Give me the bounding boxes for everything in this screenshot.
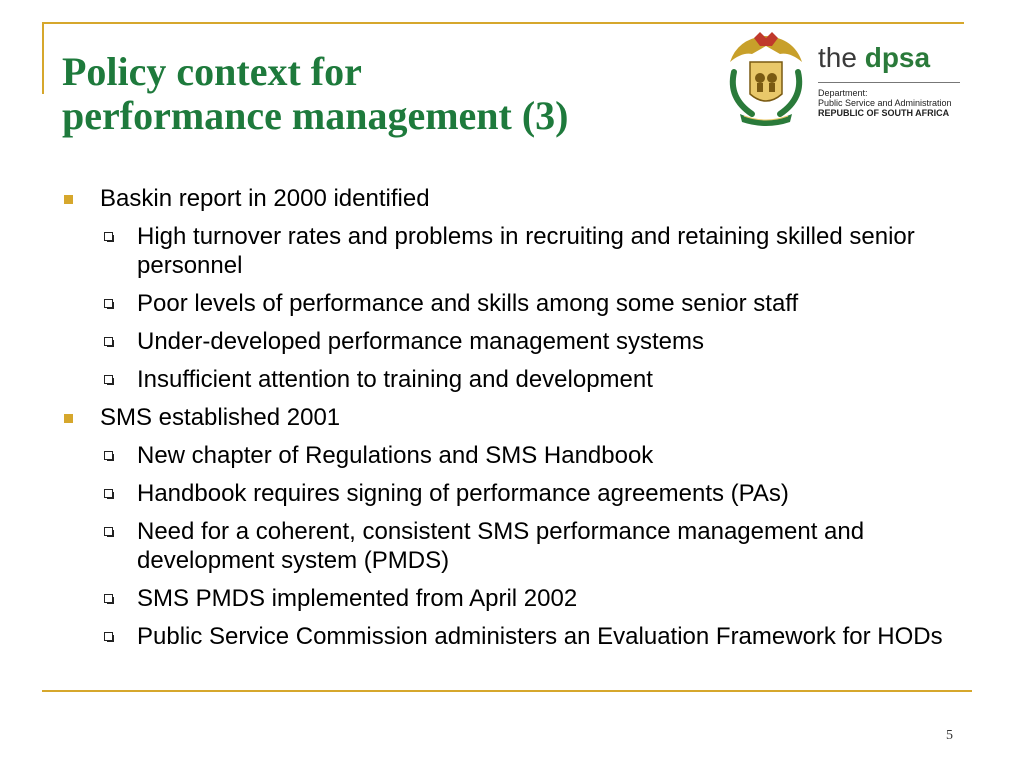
bullet-level2: Need for a coherent, consistent SMS performance management and development system (PMDS) xyxy=(60,517,960,575)
bullet-level2: Handbook requires signing of performance agreements (PAs) xyxy=(60,479,960,508)
title-line-1: Policy context for xyxy=(62,49,362,94)
bullet-level2: Poor levels of performance and skills among some senior staff xyxy=(60,289,960,318)
dept-line-2: Public Service and Administration xyxy=(818,98,952,108)
brand-the: the xyxy=(818,42,857,73)
hollow-square-bullet-icon xyxy=(104,594,113,603)
bullet-level2: High turnover rates and problems in recruiting and retaining skilled senior personnel xyxy=(60,222,960,280)
brand-divider xyxy=(818,82,960,83)
slide-title xyxy=(62,50,702,138)
slide-content xyxy=(60,184,960,660)
hollow-square-bullet-icon xyxy=(104,451,113,460)
department-text xyxy=(818,88,952,118)
coat-of-arms-icon xyxy=(724,32,808,128)
square-bullet-icon xyxy=(64,414,73,423)
bullet-level1-sms: SMS established 2001 xyxy=(60,403,960,433)
square-bullet-icon xyxy=(64,195,73,204)
title-line-2: performance management (3) xyxy=(62,93,569,138)
hollow-square-bullet-icon xyxy=(104,489,113,498)
hollow-square-bullet-icon xyxy=(104,527,113,536)
bullet-level1-baskin: Baskin report in 2000 identified xyxy=(60,184,960,214)
hollow-square-bullet-icon xyxy=(104,632,113,641)
bullet-level2: Under-developed performance management systems xyxy=(60,327,960,356)
dpsa-logo xyxy=(724,32,968,132)
dept-line-1: Department: xyxy=(818,88,868,98)
bullet-level2: Insufficient attention to training and development xyxy=(60,365,960,394)
bullet-level2: Public Service Commission administers an Evaluation Framework for HODs xyxy=(60,622,960,651)
bullet-level2: SMS PMDS implemented from April 2002 xyxy=(60,584,960,613)
dept-line-3: REPUBLIC OF SOUTH AFRICA xyxy=(818,108,950,118)
hollow-square-bullet-icon xyxy=(104,337,113,346)
brand-wordmark xyxy=(818,42,930,74)
top-border-line xyxy=(42,22,964,24)
page-number: 5 xyxy=(946,728,953,743)
bottom-border-line xyxy=(42,690,972,692)
bullet-level2: New chapter of Regulations and SMS Handbook xyxy=(60,441,960,470)
brand-dpsa: dpsa xyxy=(864,42,931,73)
left-border-line xyxy=(42,22,44,94)
hollow-square-bullet-icon xyxy=(104,375,113,384)
hollow-square-bullet-icon xyxy=(104,232,113,241)
hollow-square-bullet-icon xyxy=(104,299,113,308)
